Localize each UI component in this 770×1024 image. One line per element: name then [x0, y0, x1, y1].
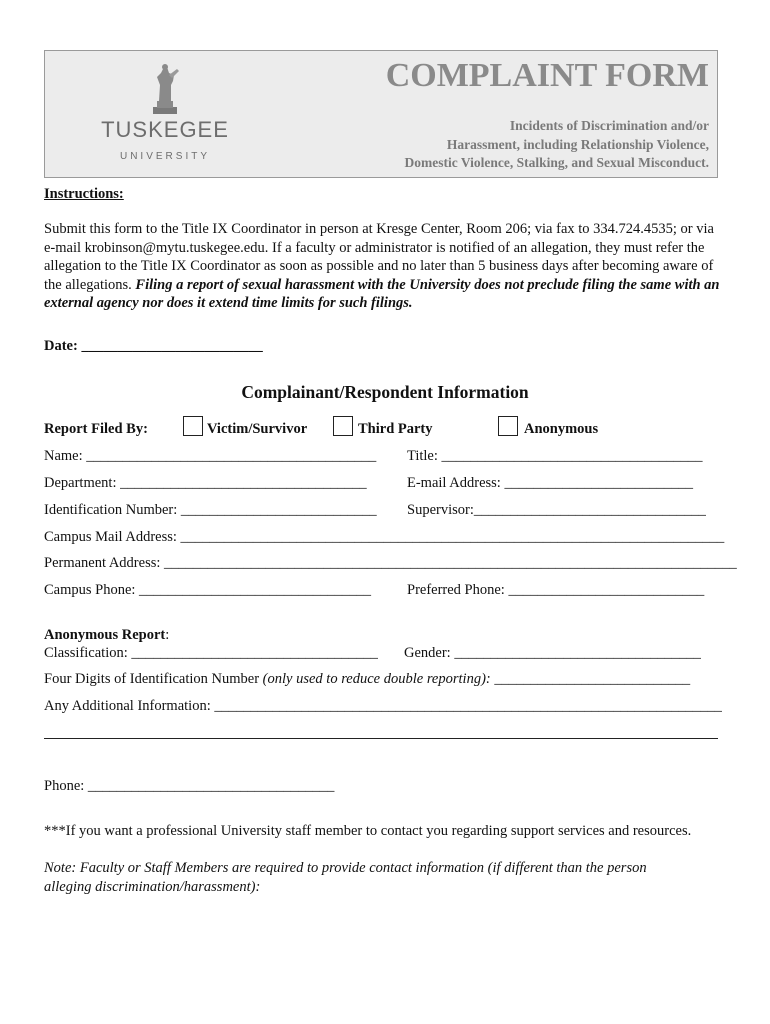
classification-field[interactable]: Classification: __________________________________ [44, 645, 378, 661]
third-party-label: Third Party [358, 421, 433, 437]
university-logo [101, 59, 229, 169]
instructions-heading: Instructions: [44, 186, 124, 202]
third-party-checkbox[interactable] [333, 416, 353, 436]
department-field[interactable]: Department: __________________________________ [44, 475, 367, 491]
campus-phone-field[interactable]: Campus Phone: ________________________________ [44, 582, 372, 598]
report-filed-label: Report Filed By: [44, 421, 148, 437]
anonymous-checkbox[interactable] [498, 416, 518, 436]
instructions-body [44, 220, 728, 313]
form-header [44, 50, 718, 178]
contact-note: ***If you want a professional University staff member to contact you regarding support services and resources. [44, 823, 692, 839]
preferred-phone-field[interactable]: Preferred Phone: ___________________________ [407, 582, 705, 598]
title-field[interactable]: Title: ____________________________________ [407, 448, 703, 464]
identification-number-field[interactable]: Identification Number: ___________________________ [44, 502, 377, 518]
date-field[interactable]: Date: _________________________ [44, 338, 263, 354]
subtitle-line: Harassment, including Relationship Violence, [446, 136, 709, 152]
four-digits-label: Four Digits of Identification Number [44, 671, 263, 687]
anonymous-label: Anonymous [524, 421, 599, 437]
section-title: Complainant/Respondent Information [241, 382, 529, 402]
faculty-note [44, 859, 647, 897]
form-subtitle [349, 117, 709, 173]
logo-subtext: UNIVERSITY [119, 151, 210, 162]
subtitle-line: Domestic Violence, Stalking, and Sexual Misconduct. [404, 155, 709, 170]
four-digits-line: ___________________________ [490, 671, 691, 687]
supervisor-field[interactable]: Supervisor:________________________________ [407, 502, 706, 518]
logo-wordmark: TUSKEGEE [101, 117, 229, 142]
additional-info-line[interactable] [44, 738, 718, 739]
anonymous-report-heading [44, 627, 169, 644]
anonymous-heading-text: Anonymous Report [44, 627, 166, 643]
statue-icon [147, 63, 183, 115]
anonymous-heading-colon: : [165, 627, 170, 643]
four-digits-field[interactable] [44, 671, 690, 688]
form-title: COMPLAINT FORM [385, 57, 709, 94]
faculty-note-line: alleging discrimination/harassment): [44, 879, 261, 895]
name-field[interactable]: Name: ________________________________________ [44, 448, 377, 464]
email-field[interactable]: E-mail Address: __________________________ [407, 475, 693, 491]
instructions-text: Submit this form to the Title IX Coordinator in person at Kresge Center, Room 206; via fax to 334.724.4535; or via e-mail krobinson@mytu.tuskegee.edu. If a faculty or administrator is notified of an allegation, they must refer the allegation to the Title IX Coordinator as soon as possible and no later than 5 business days after becoming aware of the allegations. [44, 221, 714, 293]
subtitle-line: Incidents of Discrimination and/or [509, 118, 709, 133]
campus-mail-field[interactable]: Campus Mail Address: ___________________________________________________________________________ [44, 529, 725, 545]
victim-survivor-label: Victim/Survivor [207, 421, 308, 437]
instructions-emphasis: Filing a report of sexual harassment with the University does not preclude filing the same with an external agency nor does it extend time limits for such filings. [44, 276, 720, 311]
victim-survivor-checkbox[interactable] [183, 416, 203, 436]
additional-info-field[interactable]: Any Additional Information: ______________________________________________________________________ [44, 698, 722, 714]
phone-field[interactable]: Phone: __________________________________ [44, 778, 335, 794]
gender-field[interactable]: Gender: __________________________________ [404, 645, 701, 661]
permanent-address-field[interactable]: Permanent Address: _______________________________________________________________________________ [44, 555, 737, 571]
faculty-note-line: Note: Faculty or Staff Members are required to provide contact information (if different than the person [44, 860, 647, 876]
four-digits-note: (only used to reduce double reporting): [262, 671, 491, 687]
